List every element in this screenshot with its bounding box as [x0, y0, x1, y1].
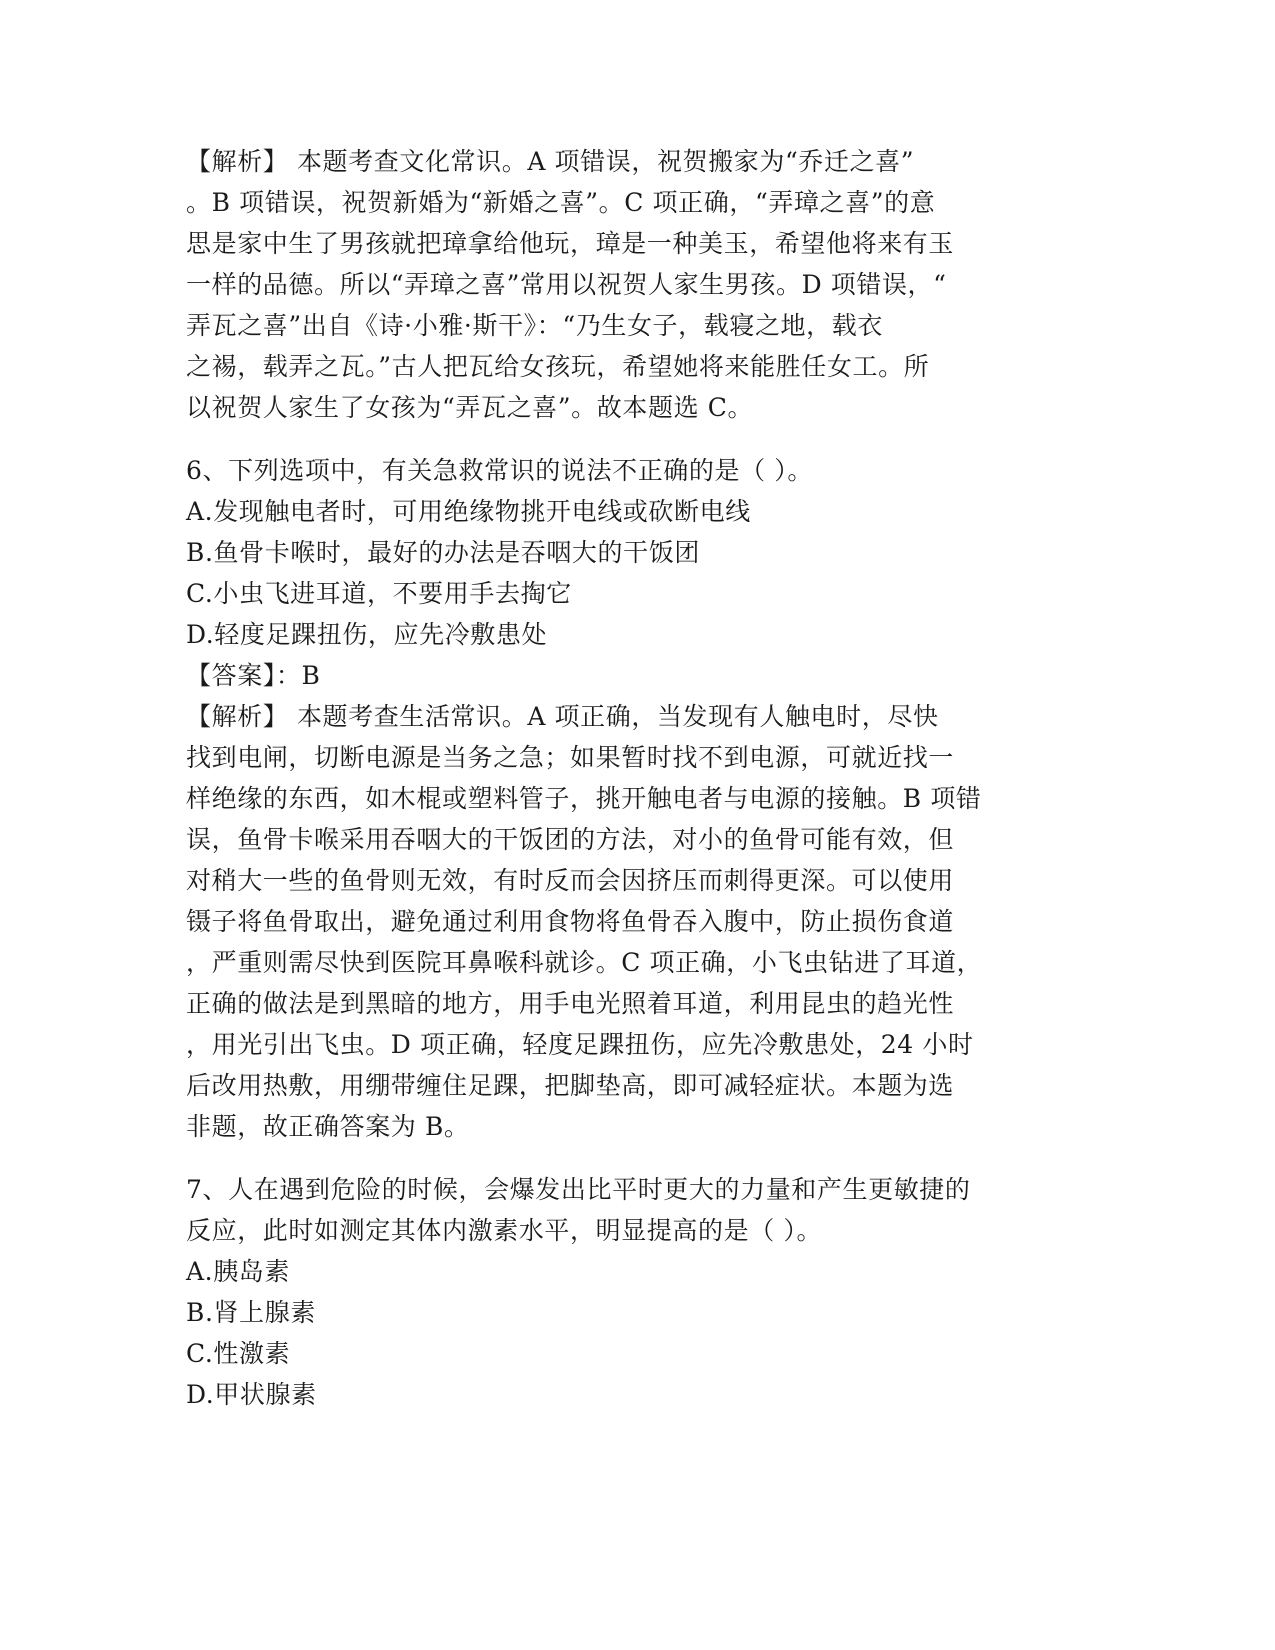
text-line: 【解析】 本题考查文化常识。A 项错误，祝贺搬家为“乔迁之喜” [186, 147, 915, 176]
text-line: 【解析】 本题考查生活常识。A 项正确，当发现有人触电时，尽快 [186, 702, 939, 731]
option-c: C.性激素 [186, 1339, 291, 1368]
text-line: 误，鱼骨卡喉采用吞咽大的干饭团的方法，对小的鱼骨可能有效，但 [186, 825, 955, 854]
option-c: C.小虫飞进耳道，不要用手去掏它 [186, 579, 572, 608]
text-line: ，严重则需尽快到医院耳鼻喉科就诊。C 项正确，小飞虫钻进了耳道， [186, 948, 983, 977]
text-line: 弄瓦之喜”出自《诗·小雅·斯干》：“乃生女子，载寝之地，载衣 [186, 311, 883, 340]
option-b: B.鱼骨卡喉时，最好的办法是吞咽大的干饭团 [186, 538, 700, 567]
text-line: 镊子将鱼骨取出，避免通过利用食物将鱼骨吞入腹中，防止损伤食道 [186, 907, 955, 936]
text-line: 。B 项错误，祝贺新婚为“新婚之喜”。C 项正确，“弄璋之喜”的意 [186, 188, 936, 217]
text-line: 样绝缘的东西，如木棍或塑料管子，挑开触电者与电源的接触。B 项错 [186, 784, 982, 813]
text-line: 一样的品德。所以“弄璋之喜”常用以祝贺人家生男孩。D 项错误，“ [186, 270, 947, 299]
question-text: 7、人在遇到危险的时候，会爆发出比平时更大的力量和产生更敏捷的 [186, 1175, 971, 1204]
option-d: D.轻度足踝扭伤，应先冷敷患处 [186, 620, 548, 649]
answer-text: 【答案】：B [186, 661, 321, 690]
text-line: 非题，故正确答案为 B。 [186, 1112, 470, 1141]
text-line: 正确的做法是到黑暗的地方，用手电光照着耳道，利用昆虫的趋光性 [186, 989, 955, 1018]
text-line: 以祝贺人家生了女孩为“弄瓦之喜”。故本题选 C。 [186, 393, 754, 422]
option-d: D.甲状腺素 [186, 1380, 317, 1409]
text-line: 对稍大一些的鱼骨则无效，有时反而会因挤压而刺得更深。可以使用 [186, 866, 955, 895]
option-a: A.胰岛素 [186, 1257, 291, 1286]
text-line: ，用光引出飞虫。D 项正确，轻度足踝扭伤，应先冷敷患处，24 小时 [186, 1030, 974, 1059]
text-line: 后改用热敷，用绷带缠住足踝，把脚垫高，即可减轻症状。本题为选 [186, 1071, 955, 1100]
text-line: 之裼，载弄之瓦。”古人把瓦给女孩玩，希望她将来能胜任女工。所 [186, 352, 930, 381]
question-text: 反应，此时如测定其体内激素水平，明显提高的是（ ）。 [186, 1216, 823, 1245]
text-line: 找到电闸，切断电源是当务之急；如果暂时找不到电源，可就近找一 [186, 743, 955, 772]
option-b: B.肾上腺素 [186, 1298, 316, 1327]
option-a: A.发现触电者时，可用绝缘物挑开电线或砍断电线 [186, 497, 751, 526]
question-text: 6、下列选项中，有关急救常识的说法不正确的是（ ）。 [186, 456, 813, 485]
text-line: 思是家中生了男孩就把璋拿给他玩，璋是一种美玉，希望他将来有玉 [186, 229, 955, 258]
